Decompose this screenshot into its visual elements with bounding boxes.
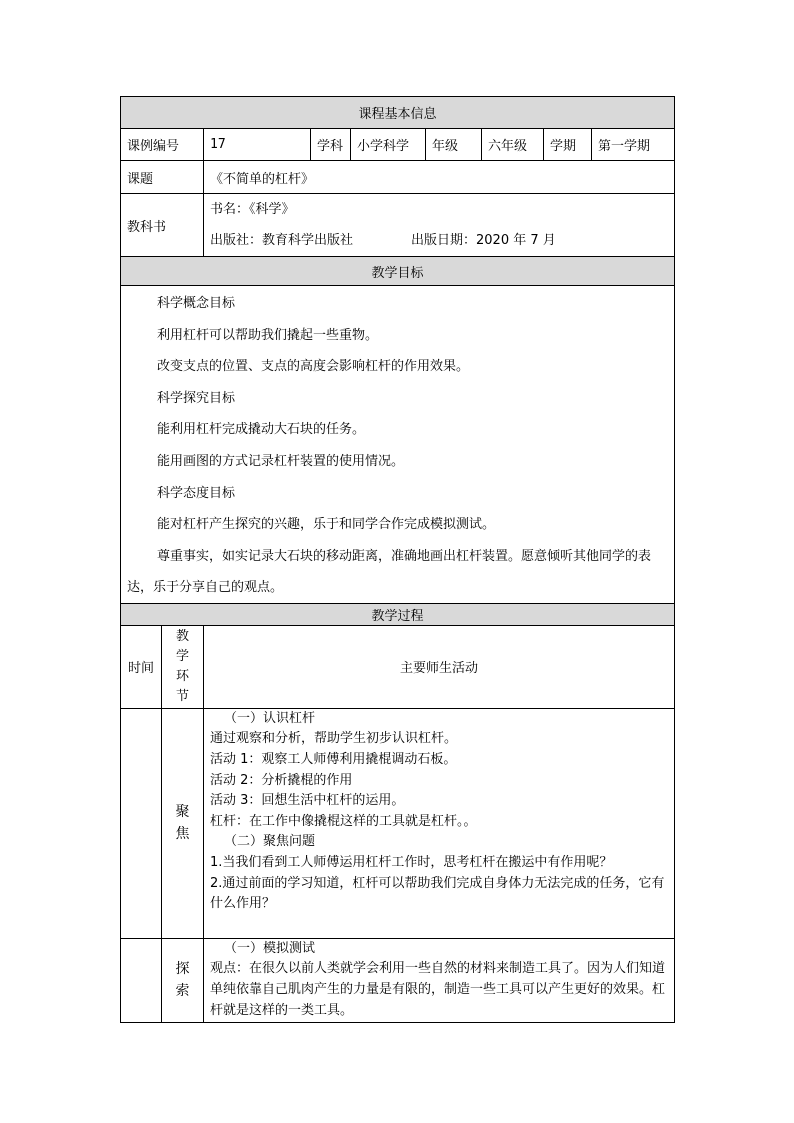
topic-value: 《不简单的杠杆》 [204, 161, 675, 194]
process-header: 教学过程 [121, 603, 675, 625]
course-no-label: 课例编号 [121, 129, 204, 161]
course-no-value: 17 [204, 129, 311, 161]
stage-name: 聚焦 [175, 804, 190, 843]
grade-value: 六年级 [482, 129, 544, 161]
goal-line: 改变支点的位置、支点的高度会影响杠杆的作用效果。 [157, 359, 470, 375]
activity-line: 1.当我们看到工人师傅运用杠杆工作时，思考杠杆在搬运中有作用呢？ [210, 854, 613, 870]
goal-line: 能利用杠杆完成撬动大石块的任务。 [157, 422, 366, 438]
stage-column-header: 教学环节 [162, 625, 204, 708]
goal-line: 利用杠杆可以帮助我们撬起一些重物。 [157, 327, 379, 343]
term-label: 学期 [544, 129, 592, 161]
stage-cell [162, 938, 204, 1022]
grade-label: 年级 [426, 129, 482, 161]
time-column-header: 时间 [121, 625, 162, 708]
goals-header: 教学目标 [121, 257, 675, 286]
goal-line: 科学态度目标 [157, 485, 236, 501]
activity-column-header: 主要师生活动 [204, 625, 675, 708]
textbook-label: 教科书 [121, 194, 204, 257]
activity-line: 通过观察和分析，帮助学生初步认识杠杆。 [210, 731, 458, 747]
goal-paragraph: 尊重事实，如实记录大石块的移动距离，准确地画出杠杆装置。愿意倾听其他同学的表达，乐于分享自己的观点。 [127, 548, 652, 595]
activity-line: 活动 1：观察工人师傅利用撬棍调动石板。 [210, 751, 457, 767]
goal-line: 能用画图的方式记录杠杆装置的使用情况。 [157, 453, 405, 469]
publisher: 出版社：教育科学出版社 [210, 233, 354, 248]
activity-line: （二）聚焦问题 [224, 834, 316, 850]
goals-body [121, 286, 675, 604]
activity-line: （一）认识杠杆 [224, 710, 316, 726]
basic-info-header: 课程基本信息 [121, 97, 675, 129]
activity-line: 2.通过前面的学习知道，杠杆可以帮助我们完成自身体力无法完成的任务，它有什么作用？ [210, 875, 665, 912]
goal-line: 能对杠杆产生探究的兴趣，乐于和同学合作完成模拟测试。 [157, 517, 496, 533]
activity-line: （一）模拟测试 [224, 940, 316, 956]
subject-value: 小学科学 [351, 129, 426, 161]
activity-line: 活动 2：分析撬棍的作用 [210, 772, 353, 788]
activity-line: 活动 3：回想生活中杠杆的运用。 [210, 793, 405, 809]
activity-line: 观点：在很久以前人类就学会利用一些自然的材料来制造工具了。因为人们知道单纯依靠自己肌肉产生的力量是有限的，制造一些工具可以产生更好的效果。杠杆就是这样的一类工具。 [210, 961, 666, 1018]
focus-activity [204, 708, 675, 938]
book-name: 书名：《科学》 [210, 202, 295, 217]
activity-line: 杠杆：在工作中像撬棍这样的工具就是杠杆。。 [210, 813, 477, 829]
time-cell [121, 708, 162, 938]
lesson-plan-table [120, 96, 675, 1023]
topic-label: 课题 [121, 161, 204, 194]
time-cell [121, 938, 162, 1022]
stage-cell [162, 708, 204, 938]
goal-line: 科学探究目标 [157, 390, 236, 406]
goal-line: 科学概念目标 [157, 296, 236, 311]
textbook-info [204, 194, 675, 257]
stage-name: 探索 [175, 961, 190, 1000]
subject-label: 学科 [311, 129, 351, 161]
explore-activity [204, 938, 675, 1022]
publish-date: 出版日期：2020 年 7 月 [411, 233, 556, 248]
term-value: 第一学期 [592, 129, 675, 161]
